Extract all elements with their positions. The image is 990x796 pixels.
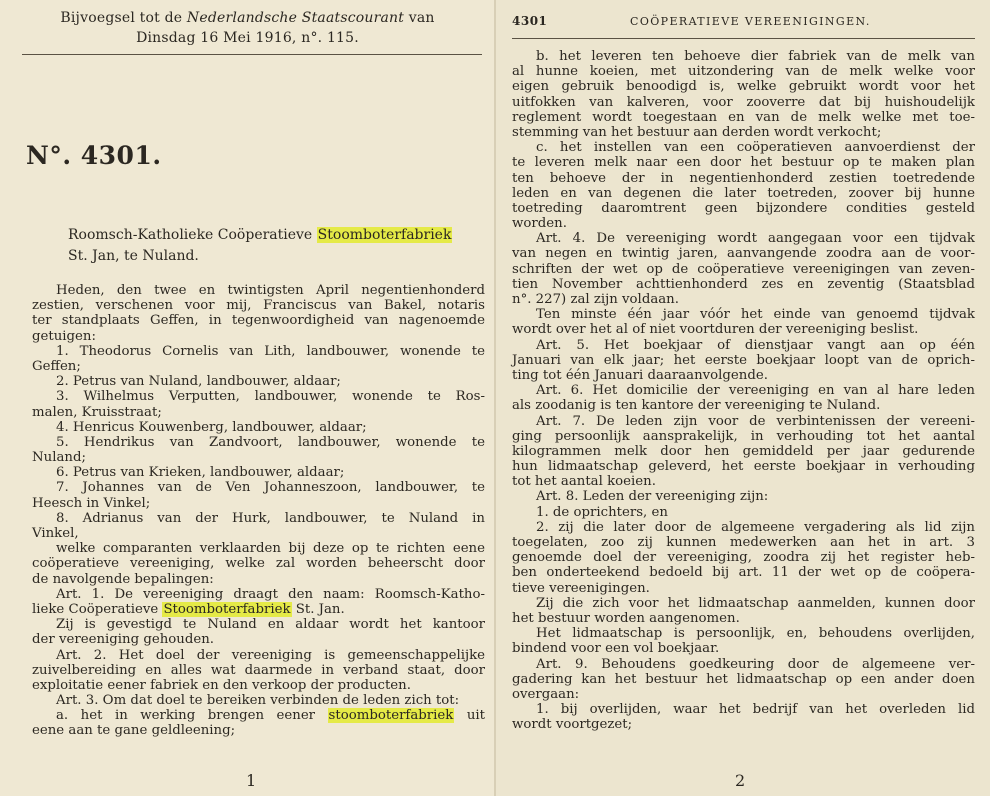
text-line: wordt over het al of niet voortduren der vereeniging beslist.: [512, 322, 919, 338]
left-page-number: 1: [246, 771, 257, 790]
text-line: 3. Wilhelmus Verputten, landbouwer, wonende te Ros-: [56, 389, 485, 405]
text-line: n°. 227) zal zijn voldaan.: [512, 292, 679, 307]
text-line: Art. 6. Het domicilie der vereeniging en van al hare leden: [536, 383, 975, 399]
text-line: zuivelbereiding en alles wat daarmede in verband staat, door: [32, 662, 485, 678]
text-line: getuigen:: [32, 328, 96, 344]
text-line: welke comparanten verklaarden bij deze op te richten eene: [56, 541, 485, 557]
left-header-rule: [22, 54, 482, 55]
text-line: ter standplaats Geffen, in tegenwoordigheid van nagenoemde: [32, 313, 485, 329]
text-line: toegelaten, zoo zij kunnen medewerken aan het in art. 3: [512, 535, 975, 550]
cooperative-title-line2: St. Jan, te Nuland.: [68, 248, 199, 264]
document-number: N°. 4301.: [26, 141, 162, 170]
text-line: al hunne koeien, met uitzondering van de melk welke voor: [512, 64, 975, 80]
text-line: Art. 7. De leden zijn voor de verbintenissen der vereeni-: [536, 413, 975, 429]
text-line: te leveren melk naar een door het bestuur op te maken plan: [512, 155, 975, 171]
text-line: worden.: [512, 216, 567, 232]
text-line: 2. zij die later door de algemeene vergadering als lid zijn: [536, 519, 975, 535]
text-line: 7. Johannes van de Ven Johanneszoon, landbouwer, te: [56, 480, 485, 496]
text-line: Vinkel,: [32, 526, 79, 541]
text-line: Januari van elk jaar; het eerste boekjaar loopt van de oprich-: [512, 352, 975, 368]
text-line: Zij die zich voor het lidmaatschap aanmelden, kunnen door: [536, 595, 975, 611]
text-line: a. het in werking brengen eener stoomboterfabriek uit: [56, 708, 485, 724]
text-line: 1. bij overlijden, waar het bedrijf van het overleden lid: [536, 702, 975, 718]
text-line: malen, Kruisstraat;: [32, 404, 162, 420]
text-line: 5. Hendrikus van Zandvoort, landbouwer, wonende te: [56, 434, 485, 450]
text-line: der vereeniging gehouden.: [32, 632, 215, 648]
text-line: Ten minste één jaar vóór het einde van genoemd tijdvak: [536, 307, 975, 323]
text-line: Geffen;: [32, 358, 81, 374]
text-line: leden en van degenen die later toetreden, zoover bij hunne: [512, 185, 975, 201]
text-line: Art. 3. Om dat doel te bereiken verbinden de leden zich tot:: [56, 693, 460, 709]
right-header-rule: [512, 38, 975, 39]
search-highlight: Stoomboterfabriek: [317, 227, 452, 243]
text-line: gadering kan het bestuur het lidmaatschap op een ander doen: [512, 671, 975, 687]
text-line: genoemde doel der vereeniging, zoodra zij het register heb-: [512, 550, 975, 566]
text-line: Art. 2. Het doel der vereeniging is gemeenschappelijke: [56, 647, 485, 663]
text-line: tot het aantal koeien.: [512, 474, 656, 490]
text-line: Art. 1. De vereeniging draagt den naam: Roomsch-Katho-: [56, 586, 485, 602]
right-body-text: [512, 49, 975, 732]
text-line: 1. de oprichters, en: [536, 504, 668, 520]
right-header-title: COÖPERATIEVE VEREENIGINGEN.: [630, 15, 871, 28]
text-line: b. het leveren ten behoeve dier fabriek van de melk van: [536, 49, 975, 64]
text-line: Heesch in Vinkel;: [32, 495, 151, 511]
text-line: eigen gebruik benoodigd is, welke gebruikt wordt voor het: [512, 79, 975, 95]
text-line: eene aan te gane geldleening;: [32, 723, 236, 739]
text-line: schriften der wet op de coöperatieve vereenigingen van zeven-: [512, 261, 975, 277]
text-line: Zij is gevestigd te Nuland en aldaar wordt het kantoor: [56, 617, 485, 633]
cooperative-title: Roomsch-Katholieke Coöperatieve Stoomboterfabriek: [68, 227, 452, 243]
page-gutter: [494, 0, 496, 796]
text-line: ting tot één Januari daaraanvolgende.: [512, 367, 768, 383]
text-line: c. het instellen van een coöperatieven aanvoerdienst der: [536, 140, 975, 156]
text-line: ten behoeve der in negentienhonderd zestien toetredende: [512, 170, 975, 186]
left-header-line1: Bijvoegsel tot de Nederlandsche Staatscourant van: [60, 10, 435, 26]
text-line: Art. 4. De vereeniging wordt aangegaan voor een tijdvak: [536, 231, 975, 247]
text-line: zestien, verschenen voor mij, Franciscus van Bakel, notaris: [32, 298, 485, 314]
text-line: ging persoonlijk aansprakelijk, in verhouding tot het aantal: [512, 428, 975, 444]
text-line: stemming van het bestuur aan derden wordt verkocht;: [512, 124, 882, 140]
text-line: hun lidmaatschap geleverd, het eerste boekjaar in verhouding: [512, 459, 975, 475]
text-line: toetreding daaromtrent geen bijzondere condities gesteld: [512, 200, 975, 216]
text-line: 2. Petrus van Nuland, landbouwer, aldaar;: [56, 374, 341, 390]
text-line: tieve vereenigingen.: [512, 580, 650, 596]
text-line: ben onderteekend bedoeld bij art. 11 der wet op de coöpera-: [512, 565, 975, 581]
text-line: exploitatie eener fabriek en den verkoop der producten.: [32, 677, 411, 693]
right-header-number: 4301: [512, 14, 548, 28]
text-line: wordt voortgezet;: [512, 717, 633, 733]
text-line: de navolgende bepalingen:: [32, 571, 214, 587]
text-line: tien November achttienhonderd zes en zeventig (Staatsblad: [512, 276, 975, 292]
search-highlight: stoomboterfabriek: [328, 708, 454, 724]
text-line: lieke Coöperatieve Stoomboterfabriek St. Jan.: [32, 601, 345, 617]
text-line: Art. 8. Leden der vereeniging zijn:: [536, 489, 769, 505]
text-line: kilogrammen melk door hen gemiddeld per jaar gedurende: [512, 443, 975, 459]
text-line: uitfokken van kalveren, voor zooverre dat bij huishoudelijk: [512, 94, 975, 110]
text-line: reglement wordt toegestaan en van de melk welke met toe-: [512, 109, 975, 125]
text-line: Heden, den twee en twintigsten April negentienhonderd: [56, 283, 485, 298]
text-line: Nuland;: [32, 450, 86, 466]
text-line: van negen en twintig jaren, aanvangende zoodra aan de voor-: [512, 246, 975, 262]
text-line: 8. Adrianus van der Hurk, landbouwer, te Nuland in: [56, 510, 485, 526]
text-line: coöperatieve vereeniging, welke zal worden beheerscht door: [32, 556, 485, 572]
text-line: 1. Theodorus Cornelis van Lith, landbouwer, wonende te: [56, 343, 485, 359]
left-body-text: [32, 283, 485, 739]
right-page-number: 2: [735, 771, 746, 790]
text-line: Art. 9. Behoudens goedkeuring door de algemeene ver-: [536, 656, 975, 672]
text-line: 4. Henricus Kouwenberg, landbouwer, aldaar;: [56, 419, 367, 435]
text-line: Art. 5. Het boekjaar of dienstjaar vangt aan op één: [536, 337, 975, 353]
text-line: bindend voor een vol boekjaar.: [512, 641, 720, 657]
left-header-line2: Dinsdag 16 Mei 1916, n°. 115.: [136, 30, 359, 46]
text-line: Het lidmaatschap is persoonlijk, en, behoudens overlijden,: [536, 626, 975, 642]
text-line: 6. Petrus van Krieken, landbouwer, aldaar;: [56, 465, 345, 481]
text-line: overgaan:: [512, 686, 580, 702]
search-highlight: Stoomboterfabriek: [163, 601, 291, 617]
text-line: als zoodanig is ten kantore der vereeniging te Nuland.: [512, 398, 881, 414]
text-line: het bestuur worden aangenomen.: [512, 610, 740, 626]
